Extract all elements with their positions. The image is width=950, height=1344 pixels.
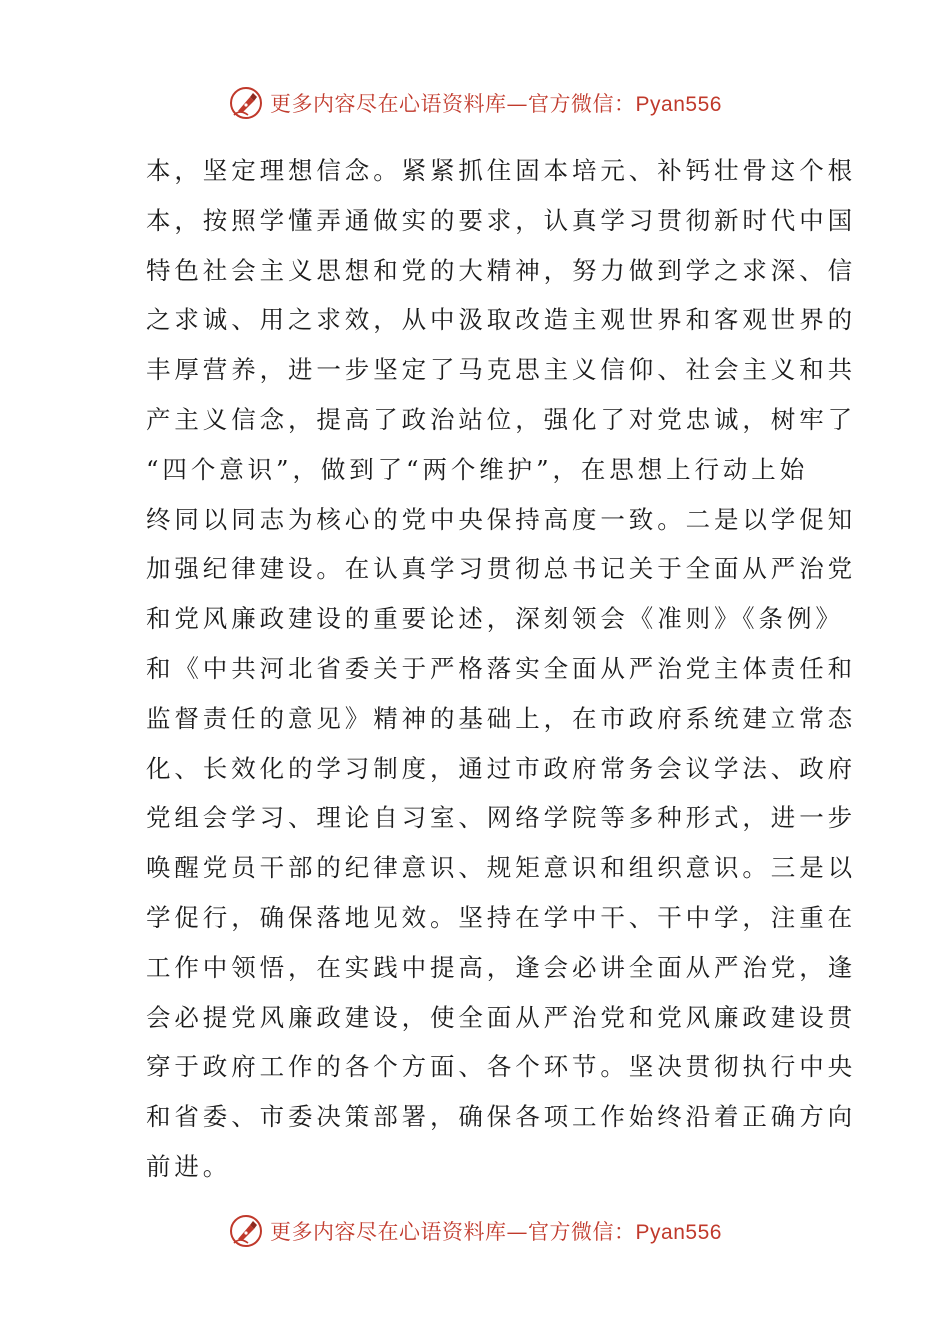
text-line: 和省委、市委决策部署，确保各项工作始终沿着正确方向: [146, 1102, 856, 1132]
text-line: 工作中领悟，在实践中提高，逢会必讲全面从严治党，逢: [146, 952, 856, 982]
text-line: 加强纪律建设。在认真学习贯彻总书记关于全面从严治党: [146, 554, 856, 584]
text-line: 产主义信念，提高了政治站位，强化了对党忠诚，树牢了: [146, 404, 856, 434]
wechat-id: Pyan556: [635, 93, 722, 116]
text-line: 丰厚营养，进一步坚定了马克思主义信仰、社会主义和共: [146, 355, 856, 385]
text-line: 和《中共河北省委关于严格落实全面从严治党主体责任和: [146, 653, 856, 683]
document-body: [146, 146, 856, 1192]
wechat-id: Pyan556: [635, 1221, 722, 1244]
text-line: 和党风廉政建设的重要论述，深刻领会《准则》《条例》: [146, 604, 844, 634]
header-banner: [0, 78, 950, 128]
footer-banner-text: 更多内容尽在心语资料库—官方微信：Pyan556: [270, 1220, 722, 1244]
text-line: 监督责任的意见》精神的基础上，在市政府系统建立常态: [146, 703, 856, 733]
footer-banner: [0, 1206, 950, 1256]
text-line: 党组会学习、理论自习室、网络学院等多种形式，进一步: [146, 803, 856, 833]
header-banner-text: 更多内容尽在心语资料库—官方微信：Pyan556: [270, 92, 722, 116]
text-line: 唤醒党员干部的纪律意识、规矩意识和组织意识。三是以: [146, 853, 856, 883]
text-line: “四个意识”，做到了“两个维护”，在思想上行动上始: [146, 454, 809, 484]
text-line: 特色社会主义思想和党的大精神，努力做到学之求深、信: [146, 255, 856, 285]
text-line: 之求诚、用之求效，从中汲取改造主观世界和客观世界的: [146, 305, 856, 335]
text-line: 本，按照学懂弄通做实的要求，认真学习贯彻新时代中国: [146, 205, 856, 235]
text-line: 化、长效化的学习制度，通过市政府常务会议学法、政府: [146, 753, 856, 783]
text-line: 学促行，确保落地见效。坚持在学中干、干中学，注重在: [146, 902, 856, 932]
text-line: 会必提党风廉政建设，使全面从严治党和党风廉政建设贯: [146, 1002, 856, 1032]
pen-nib-logo-icon: [228, 85, 264, 121]
pen-nib-logo-icon: [228, 1213, 264, 1249]
text-line: 终同以同志为核心的党中央保持高度一致。二是以学促知: [146, 504, 856, 534]
text-line: 前进。: [146, 1151, 232, 1181]
text-line: 本，坚定理想信念。紧紧抓住固本培元、补钙壮骨这个根: [146, 156, 856, 185]
text-line: 穿于政府工作的各个方面、各个环节。坚决贯彻执行中央: [146, 1052, 856, 1082]
